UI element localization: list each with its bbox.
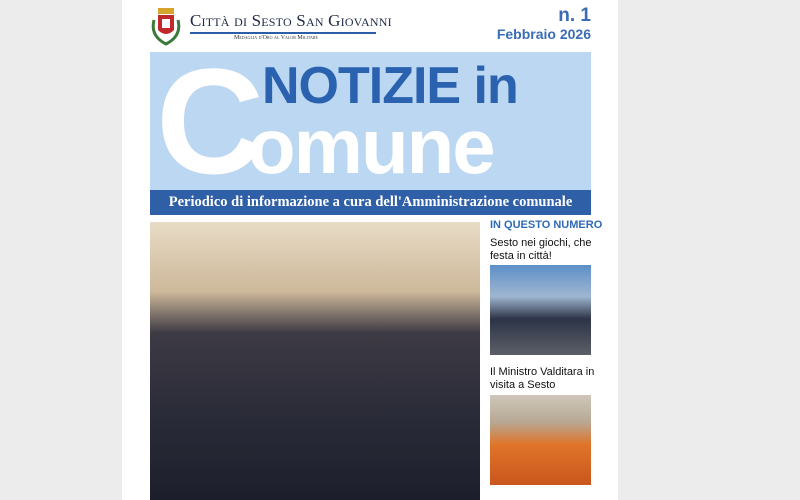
masthead-tagline: Periodico di informazione a cura dell'Amministrazione comunale — [150, 190, 591, 215]
masthead-big-letter: C — [156, 52, 265, 190]
masthead-title-top: NOTIZIE in — [262, 57, 518, 115]
sidebar-article-title[interactable]: Sesto nei giochi, che festa in città! — [490, 237, 592, 262]
cover-photo — [150, 222, 480, 500]
newsletter-page — [122, 0, 618, 500]
city-subtitle: Medaglia d'Oro al Valor Militare — [234, 35, 318, 41]
article-photo[interactable] — [490, 265, 591, 355]
masthead-banner — [150, 52, 591, 190]
masthead-title-bottom: omune — [248, 102, 494, 190]
sidebar-article-title[interactable]: Il Ministro Valditara in visita a Sesto — [490, 366, 595, 391]
city-crest-icon — [150, 6, 182, 46]
sidebar-heading: IN QUESTO NUMERO — [490, 219, 603, 231]
issue-date: Febbraio 2026 — [496, 26, 591, 42]
city-name: Città di Sesto San Giovanni — [190, 11, 392, 30]
divider — [190, 32, 376, 34]
article-photo[interactable] — [490, 395, 591, 485]
issue-info — [497, 6, 591, 42]
issue-number: n. 1 — [558, 5, 591, 26]
